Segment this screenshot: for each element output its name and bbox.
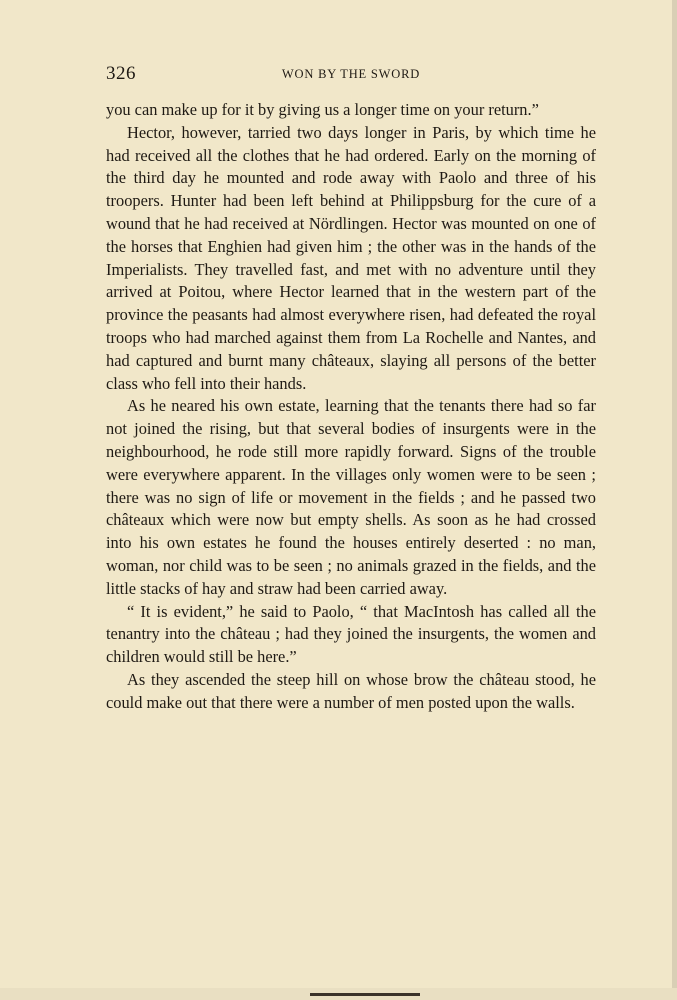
page-edge-right [672, 0, 677, 1000]
page-edge-bottom [0, 988, 677, 1000]
paragraph-continuation: you can make up for it by giving us a longer time on your return.” [106, 100, 539, 119]
body-text [106, 99, 596, 715]
paragraph: Hector, however, tarried two days longer in Paris, by which time he had received all the clothes that he had ordered. Early on the morning of the third day he mounted and rode away with Paolo and three of his troopers. Hunter had been left behind at Philippsburg for the cure of a wound that he had received at Nördlingen. Hector was mounted on one of the horses that Enghien had given him ; the other was in the hands of the Imperialists. They travelled fast, and met with no adventure until they arrived at Poitou, where Hector learned that in the western part of the province the peasants had almost everywhere risen, had defeated the royal troops who had marched against them from La Rochelle and Nantes, and had captured and burnt many châteaux, slaying all persons of the better class who fell into their hands. [106, 122, 596, 393]
page-number: 326 [106, 63, 136, 84]
paragraph: As they ascended the steep hill on whose brow the château stood, he could make out that there were a number of men posted upon the walls. [106, 669, 596, 712]
running-title: WON BY THE SWORD [281, 67, 421, 81]
paragraph: “ It is evident,” he said to Paolo, “ that MacIntosh has called all the tenantry into the château ; had they joined the insurgents, the women and children would still be here.” [106, 601, 596, 667]
paragraph: As he neared his own estate, learning that the tenants there had so far not joined the rising, but that several bodies of insurgents were in the neighbourhood, he rode still more rapidly forward. Signs of the trouble were everywhere apparent. In the villages only women were to be seen ; there was no sign of life or movement in the fields ; and he passed two châteaux which were now but empty shells. As soon as he had crossed into his own estates he found the houses entirely deserted : no man, woman, nor child was to be seen ; no animals grazed in the fields, and the little stacks of hay and straw had been carried away. [106, 396, 596, 598]
page-header [106, 63, 596, 87]
page-edge-mark [310, 993, 420, 996]
